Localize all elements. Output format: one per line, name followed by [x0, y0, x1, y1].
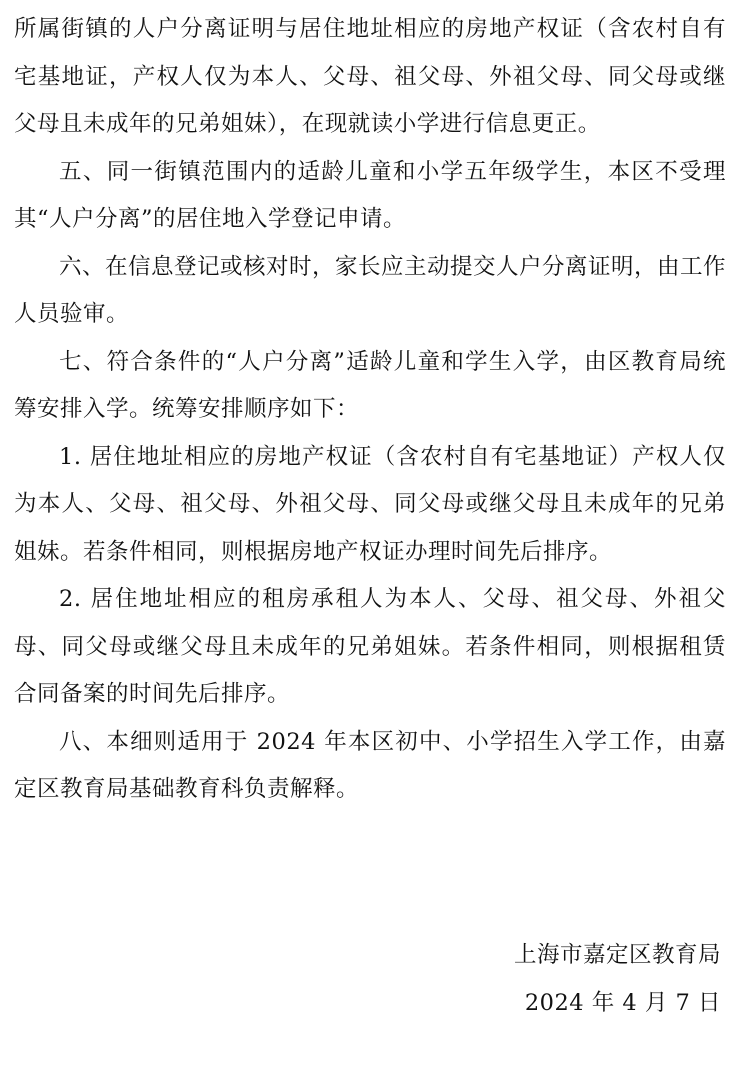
paragraph-continuation: 所属街镇的人户分离证明与居住地址相应的房地产权证（含农村自有宅基地证，产权人仅为本人、父母、祖父母、外祖父母、同父母或继父母且未成年的兄弟姐妹），在现就读小学进行信息更正。 — [14, 16, 726, 137]
paragraph-subitem-1: 1. 居住地址相应的房地产权证（含农村自有宅基地证）产权人仅为本人、父母、祖父母、外祖父母、同父母或继父母且未成年的兄弟姐妹。若条件相同，则根据房地产权证办理时间先后排序。 — [14, 443, 726, 565]
paragraph-subitem-2: 2. 居住地址相应的租房承租人为本人、父母、祖父母、外祖父母、同父母或继父母且未成年的兄弟姐妹。若条件相同，则根据租赁合同备案的时间先后排序。 — [14, 586, 726, 707]
paragraph-item-5: 五、同一街镇范围内的适龄儿童和小学五年级学生，本区不受理其“人户分离”的居住地入学登记申请。 — [14, 158, 726, 232]
paragraph-item-7: 七、符合条件的“人户分离”适龄儿童和学生入学，由区教育局统筹安排入学。统筹安排顺序如下： — [14, 348, 726, 422]
paragraph-item-6: 六、在信息登记或核对时，家长应主动提交人户分离证明，由工作人员验审。 — [14, 253, 727, 327]
signature-date: 2024 年 4 月 7 日 — [524, 990, 721, 1016]
document-body — [14, 6, 726, 814]
paragraph-item-8: 八、本细则适用于 2024 年本区初中、小学招生入学工作，由嘉定区教育局基础教育科负责解释。 — [14, 728, 726, 802]
signature-organization: 上海市嘉定区教育局 — [513, 942, 721, 968]
